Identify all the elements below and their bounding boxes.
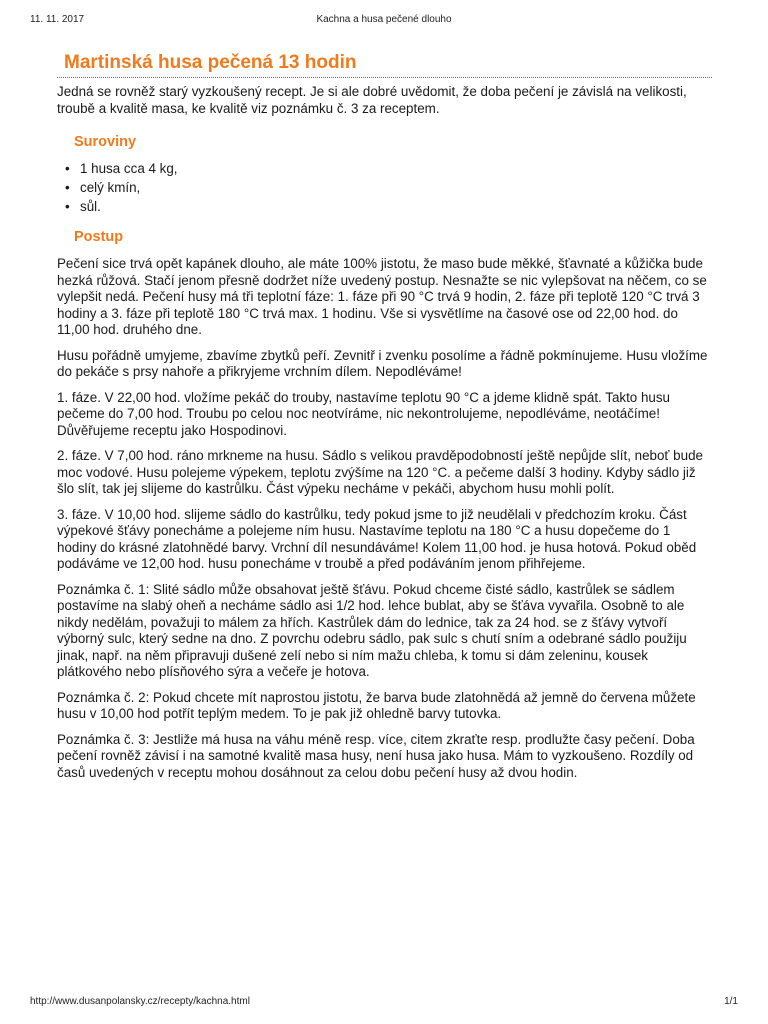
- procedure-paragraph: 3. fáze. V 10,00 hod. slijeme sádlo do kastrůlku, tedy pokud jsme to již neudělali v předchozím kroku. Část výpekové šťávy ponecháme a polejeme ním husu. Nastavíme teplotu na 180 °C a husu dopečeme do 1 hodiny do krásné zlatohnědé barvy. Vrchní díl nesundáváme! Kolem 11,00 hod. je husa hotová. Pokud oběd podáváme ve 12,00 hod. husu ponecháme v troubě a před podáváním jenom přihřejeme.: [57, 506, 697, 571]
- print-footer: [30, 996, 738, 1010]
- note-paragraph: Poznámka č. 3: Jestliže má husa na váhu méně resp. více, citem zkraťte resp. prodlužte časy pečení. Doba pečení rovněž závisí i na samotné kvalitě masa husy, není husa jako husa. Mám to vyzkoušeno. Rozdíly od časů uvedených v receptu mohou dosáhnout za celou dobu pečení husy až dvou hodin.: [57, 731, 695, 780]
- print-page-title: Kachna a husa pečené dlouho: [316, 14, 452, 25]
- print-header: [30, 14, 738, 28]
- article: [57, 52, 712, 781]
- procedure-paragraph: 2. fáze. V 7,00 hod. ráno mrkneme na husu. Sádlo s velikou pravděpodobností ještě nepůjde slít, neboť bude moc vodové. Husu polejeme výpekem, teplotu zvýšíme na 120 °C. a pečeme další 3 hodiny. Kdyby sádlo již šlo slít, tak jej slijeme do kastrůlku. Část výpeku necháme v pekáči, abychom husu mohli polít.: [57, 448, 703, 496]
- ingredient-text: celý kmín,: [80, 180, 141, 195]
- page-url: http://www.dusanpolansky.cz/recepty/kachna.html: [30, 996, 250, 1007]
- procedure-paragraph: 1. fáze. V 22,00 hod. vložíme pekáč do trouby, nastavíme teplotu 90 °C a jdeme klidně spát. Takto husu pečeme do 7,00 hod. Troubu po celou noc neotvíráme, nic nekontrolujeme, nepodléváme, neotáčíme! Důvěřujeme receptu jako Hospodinovi.: [57, 389, 671, 438]
- article-intro: Jedná se rovněž starý vyzkoušený recept. Je si ale dobré uvědomit, že doba pečení je závislá na velikosti, troubě a kvalitě masa, ke kvalitě viz poznámku č. 3 za receptem.: [57, 84, 687, 116]
- procedure-heading: Postup: [74, 229, 124, 245]
- note-paragraph: Poznámka č. 2: Pokud chcete mít naprostou jistotu, že barva bude zlatohnědá až jemně do červena můžete husu v 10,00 hod potřít teplým medem. To je pak již ohledně barvy tutovka.: [57, 689, 696, 721]
- bullet: •: [65, 180, 70, 195]
- bullet: •: [65, 161, 70, 176]
- procedure-paragraph: Husu pořádně umyjeme, zbavíme zbytků peří. Zevnitř i zvenku posolíme a řádně pokmínujeme. Husu vložíme do pekáče s prsy nahoře a přikryjeme vrchním dílem. Nepodléváme!: [57, 347, 708, 379]
- article-title: Martinská husa pečená 13 hodin: [57, 52, 712, 78]
- ingredients-list: [57, 161, 712, 215]
- list-item: [57, 161, 712, 177]
- ingredient-text: sůl.: [80, 199, 101, 214]
- bullet: •: [65, 199, 70, 214]
- ingredient-text: 1 husa cca 4 kg,: [80, 161, 178, 176]
- print-date: 11. 11. 2017: [30, 14, 85, 25]
- note-paragraph: Poznámka č. 1: Slité sádlo může obsahovat ještě šťávu. Pokud chceme čisté sádlo, kastrůlek se sádlem postavíme na slabý oheň a necháme sádlo asi 1/2 hod. lehce bublat, aby se šťáva vyvařila. Osobně to ale nikdy nedělám, považuji to málem za hřích. Kastrůlek dám do lednice, tak za 24 hod. se z šťávy vytvoří výborný sulc, který sedne na dno. Z povrchu odebru sádlo, pak sulc s chutí sním a odebrané sádlo použiju jinak, např. na něm připravuji dušené zelí nebo si ním mažu chleba, k tomu si dám zeleninu, kousek plátkového nebo plísňového sýra a večeře je hotova.: [57, 581, 687, 679]
- procedure-paragraph: Pečení sice trvá opět kapánek dlouho, ale máte 100% jistotu, že maso bude měkké, šťavnaté a kůžička bude hezká růžová. Stačí jenom přesně dodržet níže uvedený postup. Nesnažte se nic vylepšovat na něčem, co se vylepšit nedá. Pečení husy má tři teplotní fáze: 1. fáze při 90 °C trvá 9 hodin, 2. fáze při teplotě 120 °C trvá 3 hodiny a 3. fáze při teplotě 180 °C trvá max. 1 hodinu. Vše si vysvětlíme na časové ose od 22,00 hod. do 11,00 hod. druhého dne.: [57, 256, 707, 337]
- list-item: [57, 199, 712, 215]
- list-item: [57, 180, 712, 196]
- ingredients-heading: Suroviny: [74, 134, 137, 150]
- page-number: 1/1: [724, 996, 738, 1007]
